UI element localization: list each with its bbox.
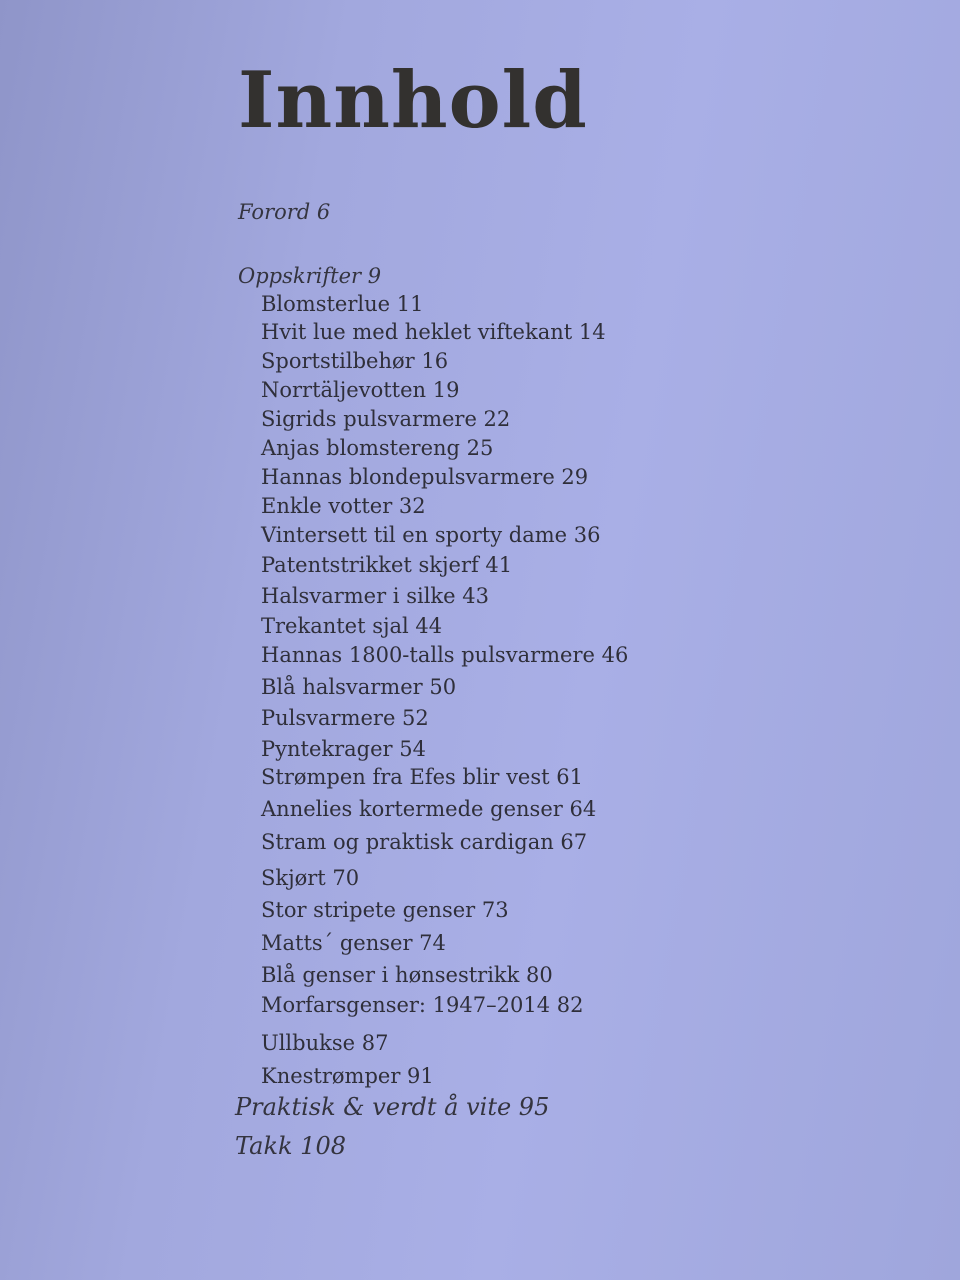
toc-entry: Enkle votter 32 (261, 494, 426, 518)
toc-entry: Blomsterlue 11 (261, 292, 424, 316)
toc-entry: Sigrids pulsvarmere 22 (261, 407, 511, 431)
toc-entry: Anjas blomstereng 25 (261, 436, 494, 460)
toc-entry: Hannas 1800-talls pulsvarmere 46 (261, 643, 629, 667)
toc-entry: Norrtäljevotten 19 (261, 378, 460, 402)
toc-entry: Hvit lue med heklet viftekant 14 (261, 320, 606, 344)
toc-entry: Matts´ genser 74 (261, 931, 446, 955)
toc-entry: Patentstrikket skjerf 41 (261, 553, 513, 577)
toc-entry: Vintersett til en sporty dame 36 (261, 523, 601, 547)
toc-entry: Stor stripete genser 73 (261, 898, 509, 922)
toc-entry: Ullbukse 87 (261, 1031, 389, 1055)
toc-entry: Halsvarmer i silke 43 (261, 584, 489, 608)
toc-entry: Annelies kortermede genser 64 (261, 797, 597, 821)
toc-entry: Sportstilbehør 16 (261, 349, 449, 373)
toc-entry: Morfarsgenser: 1947–2014 82 (261, 993, 584, 1017)
toc-entry: Knestrømper 91 (261, 1064, 434, 1088)
toc-entry: Pyntekrager 54 (261, 737, 426, 761)
toc-entry: Strømpen fra Efes blir vest 61 (261, 765, 583, 789)
toc-section-takk: Takk 108 (235, 1132, 346, 1160)
page-title: Innhold (238, 55, 588, 146)
toc-section-forord: Forord 6 (238, 200, 331, 224)
toc-entry: Stram og praktisk cardigan 67 (261, 830, 588, 854)
toc-section-oppskrifter: Oppskrifter 9 (238, 264, 382, 288)
toc-entry: Pulsvarmere 52 (261, 706, 429, 730)
toc-entry: Blå halsvarmer 50 (261, 675, 457, 699)
toc-entry: Skjørt 70 (261, 866, 360, 890)
toc-entry: Blå genser i hønsestrikk 80 (261, 963, 553, 987)
toc-entry: Hannas blondepulsvarmere 29 (261, 465, 589, 489)
toc-entry: Trekantet sjal 44 (261, 614, 443, 638)
toc-section-praktisk: Praktisk & verdt å vite 95 (235, 1093, 550, 1121)
